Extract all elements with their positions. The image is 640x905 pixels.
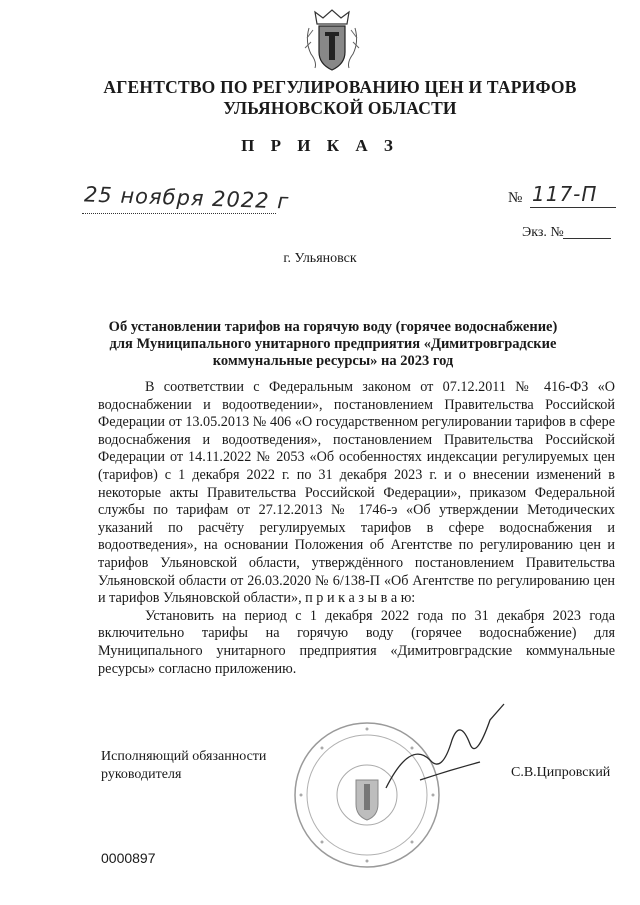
handwritten-signature [380, 700, 520, 800]
signer-position-line2: руководителя [101, 767, 182, 782]
date-underline [82, 213, 276, 214]
agency-name-line2: УЛЬЯНОВСКОЙ ОБЛАСТИ [223, 98, 457, 118]
signer-position-line1: Исполняющий обязанности [101, 749, 267, 764]
copy-number-blank [563, 238, 611, 239]
order-body [98, 379, 615, 678]
signer-position [101, 748, 266, 784]
copy-number-label: Экз. № [522, 225, 564, 240]
agency-name-line1: АГЕНТСТВО ПО РЕГУЛИРОВАНИЮ ЦЕН И ТАРИФОВ [103, 77, 577, 97]
handwritten-date: 25 ноября 2022 г [83, 182, 290, 214]
serial-number: 0000897 [101, 850, 156, 866]
body-paragraph-2: Установить на период с 1 декабря 2022 года по 31 декабря 2023 года включительно тарифы на горячую воду (горячее водоснабжение) для Муниципального унитарного предприятия «Димитровградские коммунальные ресурсы» согласно приложению. [98, 607, 615, 677]
signer-name: С.В.Ципровский [511, 765, 611, 780]
coat-of-arms-emblem [303, 8, 361, 74]
document-type: П Р И К А З [241, 136, 399, 155]
number-sign: № [508, 190, 523, 206]
city: г. Ульяновск [283, 251, 357, 266]
number-underline [530, 207, 616, 208]
handwritten-number: 117-П [532, 182, 598, 206]
body-paragraph-1: В соответствии с Федеральным законом от 07.12.2011 № 416-ФЗ «О водоснабжении и водоотведении», постановлением Правительства Российской Федерации от 13.05.2013 № 406 «О государственном регулировании тарифов в сфере водоснабжения и водоотведения», постановлением Правительства Российской Федерации от 14.11.2022 № 2053 «Об особенностях индексации регулируемых цен (тарифов) с 1 декабря 2022 г. по 31 декабря 2023 г. и о внесении изменений в некоторые акты Правительства Российской Федерации», приказом Федеральной службы по тарифам от 27.12.2013 № 1746-э «Об утверждении Методических указаний по расчёту регулируемых тарифов в сфере водоснабжения и водоотведения», на основании Положения об Агентстве по регулированию цен и тарифов Ульяновской области, утверждённого постановлением Правительства Ульяновской области от 26.03.2020 № 6/138-П «Об Агентстве по регулированию цен и тарифов Ульяновской области», п р и к а з ы в а ю: [98, 379, 615, 607]
order-title: Об установлении тарифов на горячую воду (горячее водоснабжение) для Муниципального унитарного предприятия «Димитровградские коммунальные ресурсы» на 2023 год [108, 319, 558, 369]
